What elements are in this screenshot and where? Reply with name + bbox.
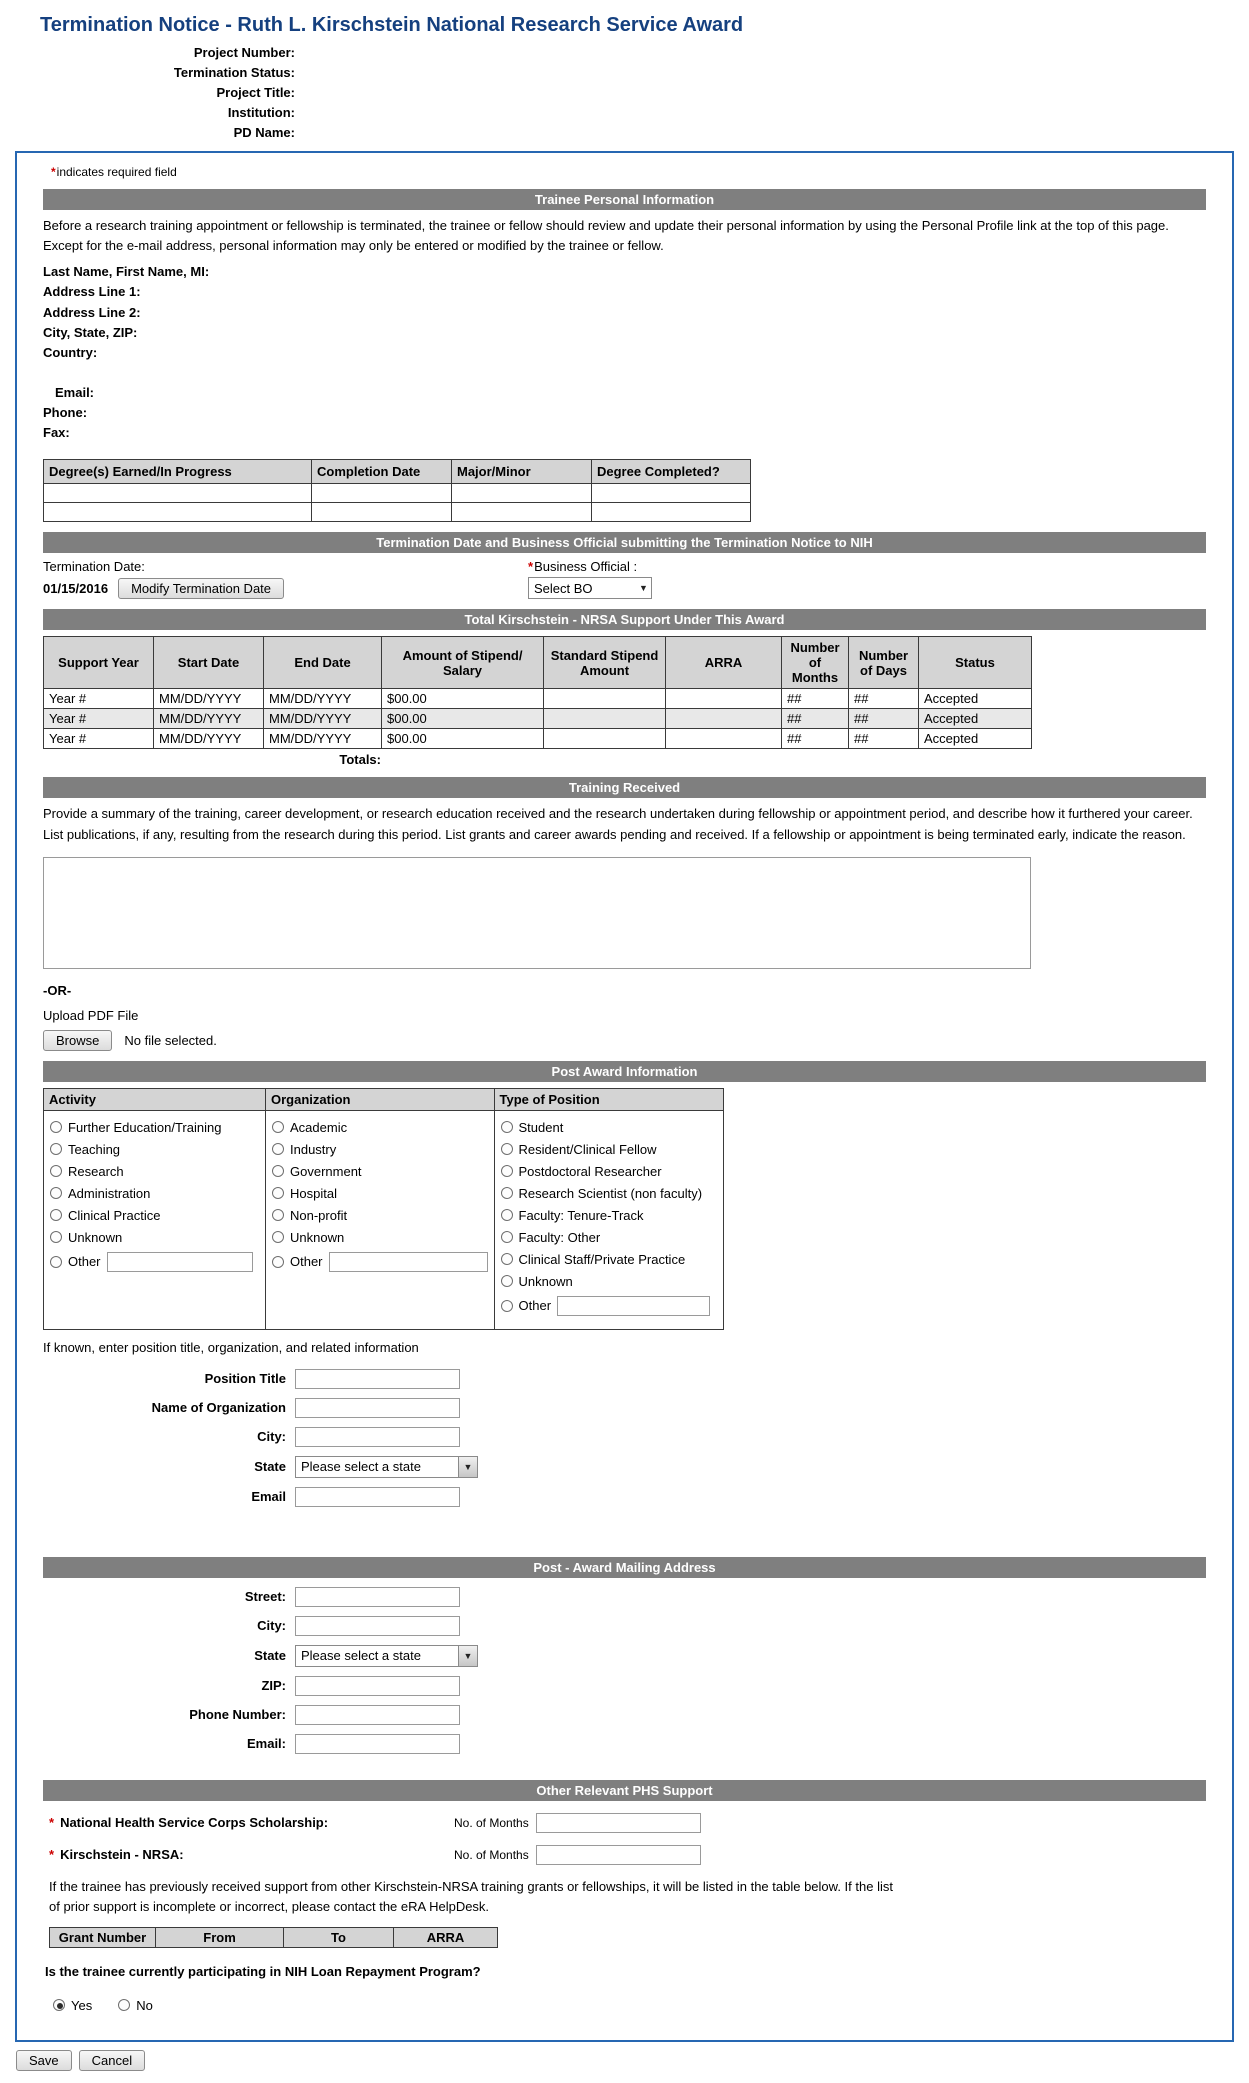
cell: ## <box>782 729 849 749</box>
cell: ## <box>782 709 849 729</box>
col-header: Support Year <box>44 637 154 689</box>
position-state-selected-value: Please select a state <box>301 1459 421 1475</box>
col-header: Activity <box>44 1088 266 1110</box>
business-official-selected-value: Select BO <box>534 580 593 596</box>
radio-option-label: Faculty: Other <box>518 1229 601 1245</box>
radio-activity-research[interactable] <box>50 1165 62 1177</box>
cell: ## <box>782 689 849 709</box>
position-other-input[interactable] <box>557 1296 710 1316</box>
col-header: Number of Days <box>849 637 919 689</box>
degrees-header-row <box>44 460 751 484</box>
cell: MM/DD/YYYY <box>154 729 264 749</box>
cell: MM/DD/YYYY <box>264 729 382 749</box>
cell <box>544 689 666 709</box>
mailing-email-label: Email: <box>246 1736 286 1752</box>
cell: Year # <box>44 729 154 749</box>
cell: ## <box>849 729 919 749</box>
business-official-label <box>528 559 652 574</box>
support-row <box>44 689 1032 709</box>
organization-name-label: Name of Organization <box>151 1400 286 1416</box>
radio-option-label: Yes <box>71 1997 93 2013</box>
chevron-down-icon: ▼ <box>636 578 651 598</box>
col-header: Organization <box>266 1088 495 1110</box>
col-header: ARRA <box>666 637 782 689</box>
nhsc-scholarship-label: National Health Service Corps Scholarship: <box>60 1815 329 1831</box>
radio-option-label: Resident/Clinical Fellow <box>518 1141 657 1157</box>
radio-option-label: Industry <box>290 1141 337 1157</box>
position-type-options-cell <box>494 1110 723 1329</box>
fax-label: Fax: <box>43 425 70 441</box>
email-label: Email: <box>55 384 95 400</box>
radio-activity-further-education-training[interactable] <box>50 1121 62 1133</box>
radio-loan-no[interactable] <box>118 1999 130 2011</box>
radio-option-label: Clinical Staff/Private Practice <box>518 1251 686 1267</box>
radio-position-postdoctoral-researcher[interactable] <box>501 1165 513 1177</box>
activity-other-input[interactable] <box>107 1252 253 1272</box>
radio-organization-academic[interactable] <box>272 1121 284 1133</box>
radio-activity-clinical-practice[interactable] <box>50 1209 62 1221</box>
loan-repayment-question: Is the trainee currently participating in NIH Loan Repayment Program? <box>45 1963 481 1979</box>
cell <box>452 484 592 503</box>
kirschstein-nrsa-label: Kirschstein - NRSA: <box>60 1847 184 1863</box>
cell: Year # <box>44 689 154 709</box>
radio-organization-hospital[interactable] <box>272 1187 284 1199</box>
cell: ## <box>849 689 919 709</box>
mailing-city-input[interactable] <box>295 1616 460 1636</box>
radio-option-label: Government <box>290 1163 362 1179</box>
footer-actions <box>16 2050 1249 2071</box>
post-award-options-table <box>43 1088 724 1330</box>
cell <box>312 503 452 522</box>
address-line-1-label: Address Line 1: <box>43 284 141 300</box>
file-upload-row <box>43 1030 1206 1051</box>
position-title-input[interactable] <box>295 1369 460 1389</box>
personal-info-instructions: Before a research training appointment or fellowship is terminated, the trainee or fellow should review and update their personal information by using the Personal Profile link at the top of this page. Except for the e-mail address, personal information may only be entered or modified by the trainee or fellow. <box>43 218 1169 254</box>
cell: $00.00 <box>382 729 544 749</box>
chevron-down-icon: ▼ <box>458 1646 477 1666</box>
col-header: Status <box>919 637 1032 689</box>
institution-label: Institution: <box>227 105 295 120</box>
col-header: Completion Date <box>312 460 452 484</box>
mailing-state-select[interactable] <box>295 1645 478 1667</box>
city-state-zip-label: City, State, ZIP: <box>43 324 138 340</box>
radio-option-label: Administration <box>68 1185 151 1201</box>
radio-option-label: Research Scientist (non faculty) <box>518 1185 703 1201</box>
radio-option-label: Clinical Practice <box>68 1207 161 1223</box>
mailing-state-label: State <box>254 1648 286 1664</box>
section-post-award-mailing-address: Post - Award Mailing Address <box>43 1557 1206 1578</box>
support-table <box>43 636 1032 749</box>
radio-position-other[interactable] <box>501 1300 513 1312</box>
cell <box>592 484 751 503</box>
phone-label: Phone: <box>43 405 88 421</box>
mailing-state-selected-value: Please select a state <box>301 1648 421 1664</box>
cell <box>666 709 782 729</box>
col-header: Standard Stipend Amount <box>544 637 666 689</box>
radio-option-label: Hospital <box>290 1185 337 1201</box>
kirschstein-required-asterisk: * <box>49 1847 55 1863</box>
name-label: Last Name, First Name, MI: <box>43 264 210 280</box>
kirschstein-nrsa-row <box>43 1845 1206 1865</box>
cell <box>544 709 666 729</box>
prior-support-table <box>49 1927 498 1948</box>
radio-activity-unknown[interactable] <box>50 1231 62 1243</box>
cell <box>312 484 452 503</box>
project-title-label: Project Title: <box>216 85 295 100</box>
section-training-received: Training Received <box>43 777 1206 798</box>
activity-options-cell <box>44 1110 266 1329</box>
radio-option-label: Academic <box>290 1119 348 1135</box>
modify-termination-date-button[interactable]: Modify Termination Date <box>118 578 284 599</box>
header-summary <box>0 43 1249 143</box>
cell: MM/DD/YYYY <box>264 709 382 729</box>
page-title: Termination Notice - Ruth L. Kirschstein National Research Service Award <box>40 14 744 36</box>
cell: Accepted <box>919 689 1032 709</box>
required-note-text: indicates required field <box>56 165 177 179</box>
radio-option-label: Teaching <box>68 1141 121 1157</box>
cell <box>44 484 312 503</box>
radio-position-student[interactable] <box>501 1121 513 1133</box>
radio-option-label: Further Education/Training <box>68 1119 222 1135</box>
file-status-text: No file selected. <box>124 1032 217 1048</box>
cell: $00.00 <box>382 689 544 709</box>
radio-option-label: Unknown <box>518 1273 573 1289</box>
cell <box>44 503 312 522</box>
radio-option-label: Postdoctoral Researcher <box>518 1163 662 1179</box>
col-header: Amount of Stipend/ Salary <box>382 637 544 689</box>
radio-organization-other[interactable] <box>272 1256 284 1268</box>
nhsc-months-label: No. of Months <box>454 1815 529 1830</box>
required-asterisk: * <box>51 165 56 179</box>
cell: MM/DD/YYYY <box>154 709 264 729</box>
mailing-phone-label: Phone Number: <box>189 1707 286 1723</box>
position-city-input[interactable] <box>295 1427 460 1447</box>
business-official-required-asterisk: * <box>528 559 534 575</box>
termination-notice-form <box>15 151 1234 2042</box>
required-note <box>51 165 1206 179</box>
cell <box>666 689 782 709</box>
support-row <box>44 729 1032 749</box>
country-label: Country: <box>43 344 98 360</box>
training-instructions: Provide a summary of the training, career development, or research education received and the research undertaken during fellowship or appointment period, and describe how it furthered your career. List publications, if any, resulting from the research during this period. List grants and career awards pending and received. If a fellowship or appointment is being terminated early, indicate the reason. <box>43 806 1193 842</box>
training-summary-textarea[interactable] <box>43 857 1031 969</box>
cell: Accepted <box>919 709 1032 729</box>
col-header: From <box>156 1927 284 1947</box>
cell: MM/DD/YYYY <box>264 689 382 709</box>
cell: Accepted <box>919 729 1032 749</box>
radio-activity-teaching[interactable] <box>50 1143 62 1155</box>
kirschstein-months-input[interactable] <box>536 1845 701 1865</box>
organization-other-input[interactable] <box>329 1252 488 1272</box>
col-header: Type of Position <box>494 1088 723 1110</box>
cell <box>666 729 782 749</box>
position-title-label: Position Title <box>204 1371 286 1387</box>
radio-organization-government[interactable] <box>272 1165 284 1177</box>
business-official-select[interactable] <box>528 577 652 599</box>
mailing-zip-label: ZIP: <box>261 1678 286 1694</box>
termination-status-label: Termination Status: <box>173 65 295 80</box>
pd-name-label: PD Name: <box>233 125 295 140</box>
col-header: Start Date <box>154 637 264 689</box>
radio-option-label: Unknown <box>68 1229 123 1245</box>
radio-position-faculty-other[interactable] <box>501 1231 513 1243</box>
browse-button[interactable]: Browse <box>43 1030 112 1051</box>
section-support: Total Kirschstein - NRSA Support Under This Award <box>43 609 1206 630</box>
radio-option-label: Other <box>518 1298 552 1314</box>
degrees-empty-row <box>44 484 751 503</box>
cell: ## <box>849 709 919 729</box>
mailing-email-input[interactable] <box>295 1734 460 1754</box>
col-header: Grant Number <box>50 1927 156 1947</box>
upload-pdf-label: Upload PDF File <box>43 1007 139 1023</box>
cancel-button[interactable]: Cancel <box>79 2050 145 2071</box>
col-header: Number of Months <box>782 637 849 689</box>
save-button[interactable]: Save <box>16 2050 72 2071</box>
loan-repayment-options <box>51 1991 1206 2020</box>
post-award-header-row <box>44 1088 724 1110</box>
radio-loan-yes[interactable] <box>53 1999 65 2011</box>
radio-activity-other[interactable] <box>50 1256 62 1268</box>
project-number-label: Project Number: <box>193 45 295 60</box>
mailing-city-label: City: <box>257 1618 286 1634</box>
termination-date-value: 01/15/2016 <box>43 581 109 597</box>
termination-date-block <box>43 559 1206 599</box>
mailing-phone-input[interactable] <box>295 1705 460 1725</box>
radio-position-research-scientist[interactable] <box>501 1187 513 1199</box>
support-row <box>44 709 1032 729</box>
col-header: Degree Completed? <box>592 460 751 484</box>
nhsc-months-input[interactable] <box>536 1813 701 1833</box>
position-info-note: If known, enter position title, organization, and related information <box>43 1339 419 1355</box>
cell: Year # <box>44 709 154 729</box>
support-header-row <box>44 637 1032 689</box>
col-header: ARRA <box>394 1927 498 1947</box>
or-label: -OR- <box>43 982 72 998</box>
section-post-award-information: Post Award Information <box>43 1061 1206 1082</box>
col-header: End Date <box>264 637 382 689</box>
chevron-down-icon: ▼ <box>458 1457 477 1477</box>
position-state-select[interactable] <box>295 1456 478 1478</box>
radio-position-clinical-staff-private-practice[interactable] <box>501 1253 513 1265</box>
position-email-label: Email <box>251 1489 286 1505</box>
address-line-2-label: Address Line 2: <box>43 304 141 320</box>
radio-option-label: No <box>136 1997 153 2013</box>
cell: $00.00 <box>382 709 544 729</box>
nhsc-required-asterisk: * <box>49 1815 55 1831</box>
radio-option-label: Non-profit <box>290 1207 348 1223</box>
col-header: To <box>284 1927 394 1947</box>
prior-support-header-row <box>50 1927 498 1947</box>
cell <box>544 729 666 749</box>
position-city-label: City: <box>257 1429 286 1445</box>
radio-option-label: Unknown <box>290 1229 345 1245</box>
post-award-options-row <box>44 1110 724 1329</box>
organization-options-cell <box>266 1110 495 1329</box>
section-termination-date: Termination Date and Business Official submitting the Termination Notice to NIH <box>43 532 1206 553</box>
radio-option-label: Student <box>518 1119 564 1135</box>
col-header: Degree(s) Earned/In Progress <box>44 460 312 484</box>
nhsc-scholarship-row <box>43 1813 1206 1833</box>
col-header: Major/Minor <box>452 460 592 484</box>
radio-position-resident-clinical-fellow[interactable] <box>501 1143 513 1155</box>
degrees-table <box>43 459 751 522</box>
position-email-input[interactable] <box>295 1487 460 1507</box>
business-official-label-text: Business Official : <box>534 559 638 575</box>
totals-label: Totals: <box>339 752 381 768</box>
mailing-zip-input[interactable] <box>295 1676 460 1696</box>
radio-option-label: Faculty: Tenure-Track <box>518 1207 644 1223</box>
radio-organization-industry[interactable] <box>272 1143 284 1155</box>
radio-organization-non-profit[interactable] <box>272 1209 284 1221</box>
prior-support-note: If the trainee has previously received support from other Kirschstein-NRSA training grants or fellowships, it will be listed in the table below. If the list of prior support is incomplete or incorrect, please contact the eRA HelpDesk. <box>49 1878 893 1914</box>
radio-position-faculty-tenure-track[interactable] <box>501 1209 513 1221</box>
degrees-empty-row <box>44 503 751 522</box>
position-state-label: State <box>254 1459 286 1475</box>
mailing-street-input[interactable] <box>295 1587 460 1607</box>
cell <box>452 503 592 522</box>
organization-name-input[interactable] <box>295 1398 460 1418</box>
mailing-street-label: Street: <box>244 1589 286 1605</box>
section-other-relevant-phs-support: Other Relevant PHS Support <box>43 1780 1206 1801</box>
termination-date-label: Termination Date: <box>43 559 145 575</box>
radio-option-label: Other <box>290 1254 323 1270</box>
radio-position-unknown[interactable] <box>501 1275 513 1287</box>
cell <box>592 503 751 522</box>
radio-option-label: Other <box>68 1254 101 1270</box>
radio-organization-unknown[interactable] <box>272 1231 284 1243</box>
kirschstein-months-label: No. of Months <box>454 1847 529 1862</box>
section-trainee-personal-information: Trainee Personal Information <box>43 189 1206 210</box>
radio-option-label: Research <box>68 1163 124 1179</box>
radio-activity-administration[interactable] <box>50 1187 62 1199</box>
cell: MM/DD/YYYY <box>154 689 264 709</box>
